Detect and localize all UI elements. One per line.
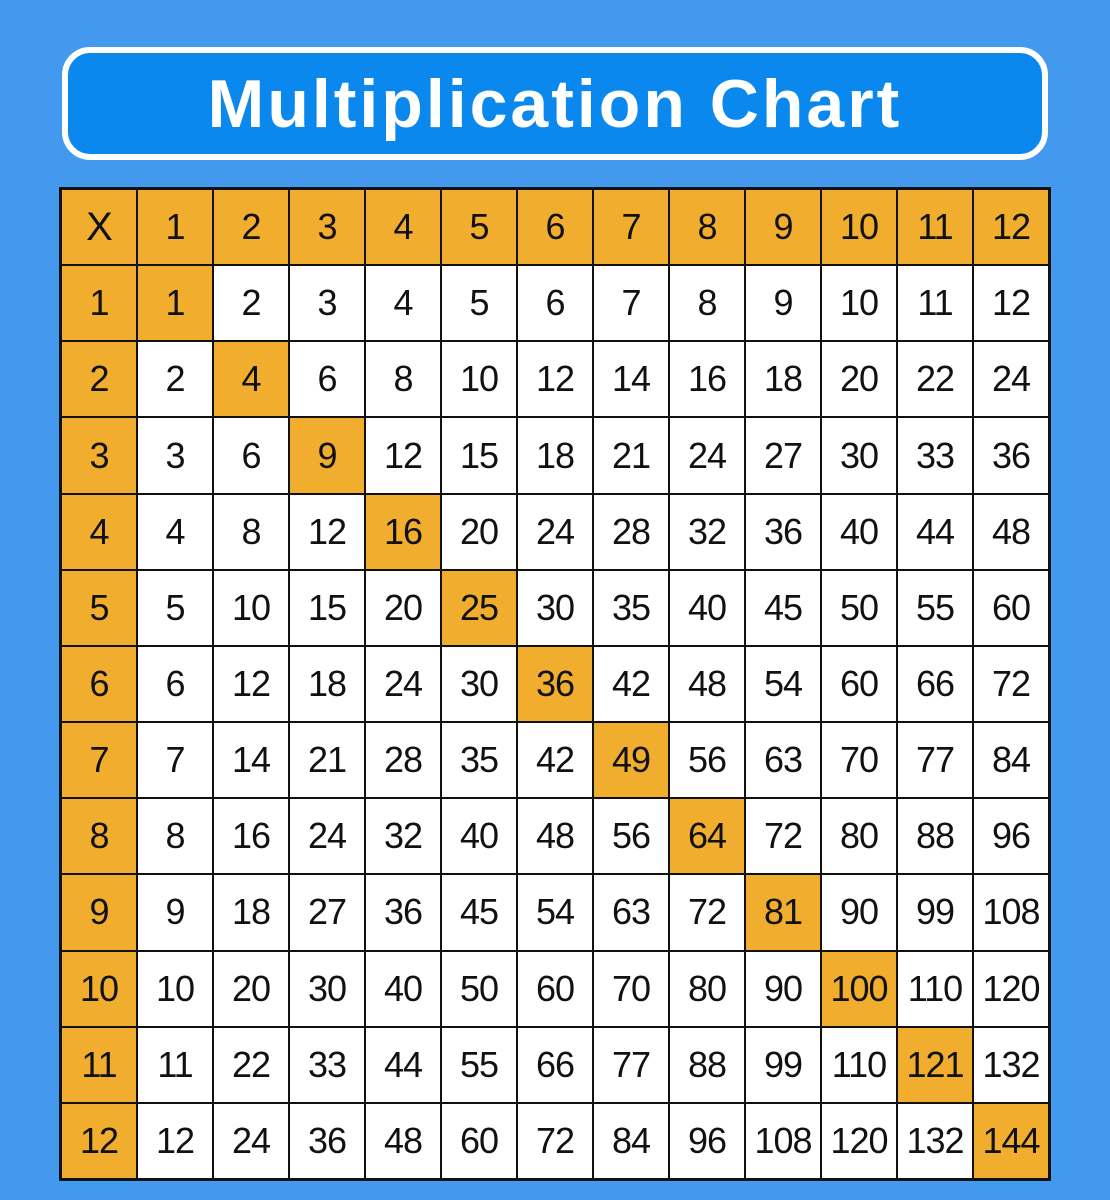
table-cell: 20 (214, 952, 288, 1026)
table-cell: 30 (822, 418, 896, 492)
table-cell: 55 (442, 1028, 516, 1102)
table-cell: 72 (670, 875, 744, 949)
table-cell: 80 (822, 799, 896, 873)
table-cell: 45 (746, 571, 820, 645)
table-cell: 108 (746, 1104, 820, 1178)
table-cell: 11 (898, 266, 972, 340)
table-cell: 24 (974, 342, 1048, 416)
table-cell: 70 (594, 952, 668, 1026)
multiplication-table (59, 187, 1051, 1181)
diagonal-cell: 25 (442, 571, 516, 645)
diagonal-cell: 9 (290, 418, 364, 492)
row-header: 1 (62, 266, 136, 340)
table-cell: 21 (594, 418, 668, 492)
table-cell: 12 (518, 342, 592, 416)
table-cell: 60 (518, 952, 592, 1026)
table-cell: 28 (366, 723, 440, 797)
table-cell: 20 (366, 571, 440, 645)
row-header: 3 (62, 418, 136, 492)
table-cell: 20 (442, 495, 516, 569)
table-cell: 96 (974, 799, 1048, 873)
table-cell: 40 (442, 799, 516, 873)
table-cell: 45 (442, 875, 516, 949)
table-cell: 77 (898, 723, 972, 797)
table-cell: 50 (822, 571, 896, 645)
table-cell: 80 (670, 952, 744, 1026)
table-cell: 6 (518, 266, 592, 340)
table-cell: 6 (214, 418, 288, 492)
table-cell: 18 (518, 418, 592, 492)
table-cell: 15 (290, 571, 364, 645)
column-header: 6 (518, 190, 592, 264)
table-cell: 14 (594, 342, 668, 416)
table-cell: 30 (518, 571, 592, 645)
table-cell: 72 (974, 647, 1048, 721)
table-cell: 42 (594, 647, 668, 721)
table-cell: 56 (594, 799, 668, 873)
table-cell: 6 (290, 342, 364, 416)
table-cell: 77 (594, 1028, 668, 1102)
table-cell: 20 (822, 342, 896, 416)
table-cell: 66 (518, 1028, 592, 1102)
table-cell: 15 (442, 418, 516, 492)
diagonal-cell: 100 (822, 952, 896, 1026)
table-cell: 8 (366, 342, 440, 416)
table-cell: 72 (746, 799, 820, 873)
table-cell: 32 (366, 799, 440, 873)
table-cell: 9 (138, 875, 212, 949)
table-cell: 63 (594, 875, 668, 949)
table-cell: 132 (974, 1028, 1048, 1102)
table-cell: 33 (898, 418, 972, 492)
row-header: 4 (62, 495, 136, 569)
diagonal-cell: 64 (670, 799, 744, 873)
table-cell: 12 (290, 495, 364, 569)
table-cell: 55 (898, 571, 972, 645)
table-cell: 90 (822, 875, 896, 949)
table-cell: 12 (974, 266, 1048, 340)
diagonal-cell: 144 (974, 1104, 1048, 1178)
column-header: 2 (214, 190, 288, 264)
table-cell: 12 (138, 1104, 212, 1178)
diagonal-cell: 1 (138, 266, 212, 340)
table-cell: 88 (670, 1028, 744, 1102)
table-cell: 35 (442, 723, 516, 797)
table-cell: 32 (670, 495, 744, 569)
table-cell: 3 (290, 266, 364, 340)
row-header: 9 (62, 875, 136, 949)
table-cell: 8 (670, 266, 744, 340)
corner-cell: X (62, 190, 136, 264)
table-cell: 60 (822, 647, 896, 721)
table-cell: 22 (214, 1028, 288, 1102)
column-header: 5 (442, 190, 516, 264)
table-cell: 18 (290, 647, 364, 721)
table-cell: 18 (746, 342, 820, 416)
column-header: 8 (670, 190, 744, 264)
table-cell: 48 (974, 495, 1048, 569)
table-cell: 8 (214, 495, 288, 569)
table-cell: 7 (138, 723, 212, 797)
table-cell: 90 (746, 952, 820, 1026)
table-cell: 28 (594, 495, 668, 569)
table-cell: 27 (746, 418, 820, 492)
table-cell: 60 (442, 1104, 516, 1178)
table-cell: 36 (746, 495, 820, 569)
row-header: 12 (62, 1104, 136, 1178)
table-cell: 40 (366, 952, 440, 1026)
row-header: 10 (62, 952, 136, 1026)
column-header: 4 (366, 190, 440, 264)
column-header: 7 (594, 190, 668, 264)
page-title: Multiplication Chart (207, 65, 903, 142)
table-cell: 30 (290, 952, 364, 1026)
row-header: 7 (62, 723, 136, 797)
table-cell: 30 (442, 647, 516, 721)
table-cell: 120 (822, 1104, 896, 1178)
table-cell: 21 (290, 723, 364, 797)
column-header: 10 (822, 190, 896, 264)
title-banner (62, 47, 1048, 160)
diagonal-cell: 36 (518, 647, 592, 721)
table-cell: 9 (746, 266, 820, 340)
table-cell: 60 (974, 571, 1048, 645)
column-header: 1 (138, 190, 212, 264)
table-cell: 88 (898, 799, 972, 873)
table-cell: 24 (366, 647, 440, 721)
column-header: 11 (898, 190, 972, 264)
table-cell: 16 (670, 342, 744, 416)
table-cell: 24 (214, 1104, 288, 1178)
table-cell: 40 (822, 495, 896, 569)
table-cell: 99 (898, 875, 972, 949)
table-cell: 10 (822, 266, 896, 340)
table-cell: 3 (138, 418, 212, 492)
table-cell: 24 (518, 495, 592, 569)
table-cell: 36 (974, 418, 1048, 492)
table-cell: 50 (442, 952, 516, 1026)
table-cell: 6 (138, 647, 212, 721)
table-cell: 7 (594, 266, 668, 340)
column-header: 3 (290, 190, 364, 264)
table-cell: 48 (366, 1104, 440, 1178)
table-cell: 8 (138, 799, 212, 873)
table-cell: 10 (138, 952, 212, 1026)
table-cell: 2 (214, 266, 288, 340)
table-cell: 5 (138, 571, 212, 645)
table-cell: 110 (822, 1028, 896, 1102)
diagonal-cell: 4 (214, 342, 288, 416)
table-cell: 44 (898, 495, 972, 569)
table-cell: 63 (746, 723, 820, 797)
table-cell: 4 (366, 266, 440, 340)
table-cell: 132 (898, 1104, 972, 1178)
table-cell: 70 (822, 723, 896, 797)
column-header: 9 (746, 190, 820, 264)
table-cell: 72 (518, 1104, 592, 1178)
table-cell: 16 (214, 799, 288, 873)
table-cell: 66 (898, 647, 972, 721)
diagonal-cell: 49 (594, 723, 668, 797)
row-header: 11 (62, 1028, 136, 1102)
table-cell: 110 (898, 952, 972, 1026)
table-cell: 99 (746, 1028, 820, 1102)
table-cell: 10 (214, 571, 288, 645)
table-cell: 36 (290, 1104, 364, 1178)
table-cell: 84 (974, 723, 1048, 797)
table-cell: 120 (974, 952, 1048, 1026)
table-cell: 35 (594, 571, 668, 645)
diagonal-cell: 81 (746, 875, 820, 949)
table-cell: 27 (290, 875, 364, 949)
table-cell: 12 (366, 418, 440, 492)
diagonal-cell: 121 (898, 1028, 972, 1102)
table-cell: 108 (974, 875, 1048, 949)
table-cell: 36 (366, 875, 440, 949)
table-cell: 54 (518, 875, 592, 949)
table-cell: 14 (214, 723, 288, 797)
table-cell: 22 (898, 342, 972, 416)
table-cell: 11 (138, 1028, 212, 1102)
table-cell: 24 (670, 418, 744, 492)
table-cell: 10 (442, 342, 516, 416)
table-cell: 5 (442, 266, 516, 340)
table-cell: 84 (594, 1104, 668, 1178)
row-header: 6 (62, 647, 136, 721)
table-cell: 48 (670, 647, 744, 721)
row-header: 2 (62, 342, 136, 416)
table-cell: 4 (138, 495, 212, 569)
table-cell: 33 (290, 1028, 364, 1102)
row-header: 5 (62, 571, 136, 645)
table-cell: 40 (670, 571, 744, 645)
diagonal-cell: 16 (366, 495, 440, 569)
table-cell: 96 (670, 1104, 744, 1178)
table-cell: 18 (214, 875, 288, 949)
column-header: 12 (974, 190, 1048, 264)
table-cell: 48 (518, 799, 592, 873)
row-header: 8 (62, 799, 136, 873)
table-cell: 54 (746, 647, 820, 721)
table-cell: 44 (366, 1028, 440, 1102)
table-cell: 12 (214, 647, 288, 721)
table-cell: 24 (290, 799, 364, 873)
table-cell: 2 (138, 342, 212, 416)
table-cell: 42 (518, 723, 592, 797)
table-grid (62, 190, 1048, 1178)
table-cell: 56 (670, 723, 744, 797)
